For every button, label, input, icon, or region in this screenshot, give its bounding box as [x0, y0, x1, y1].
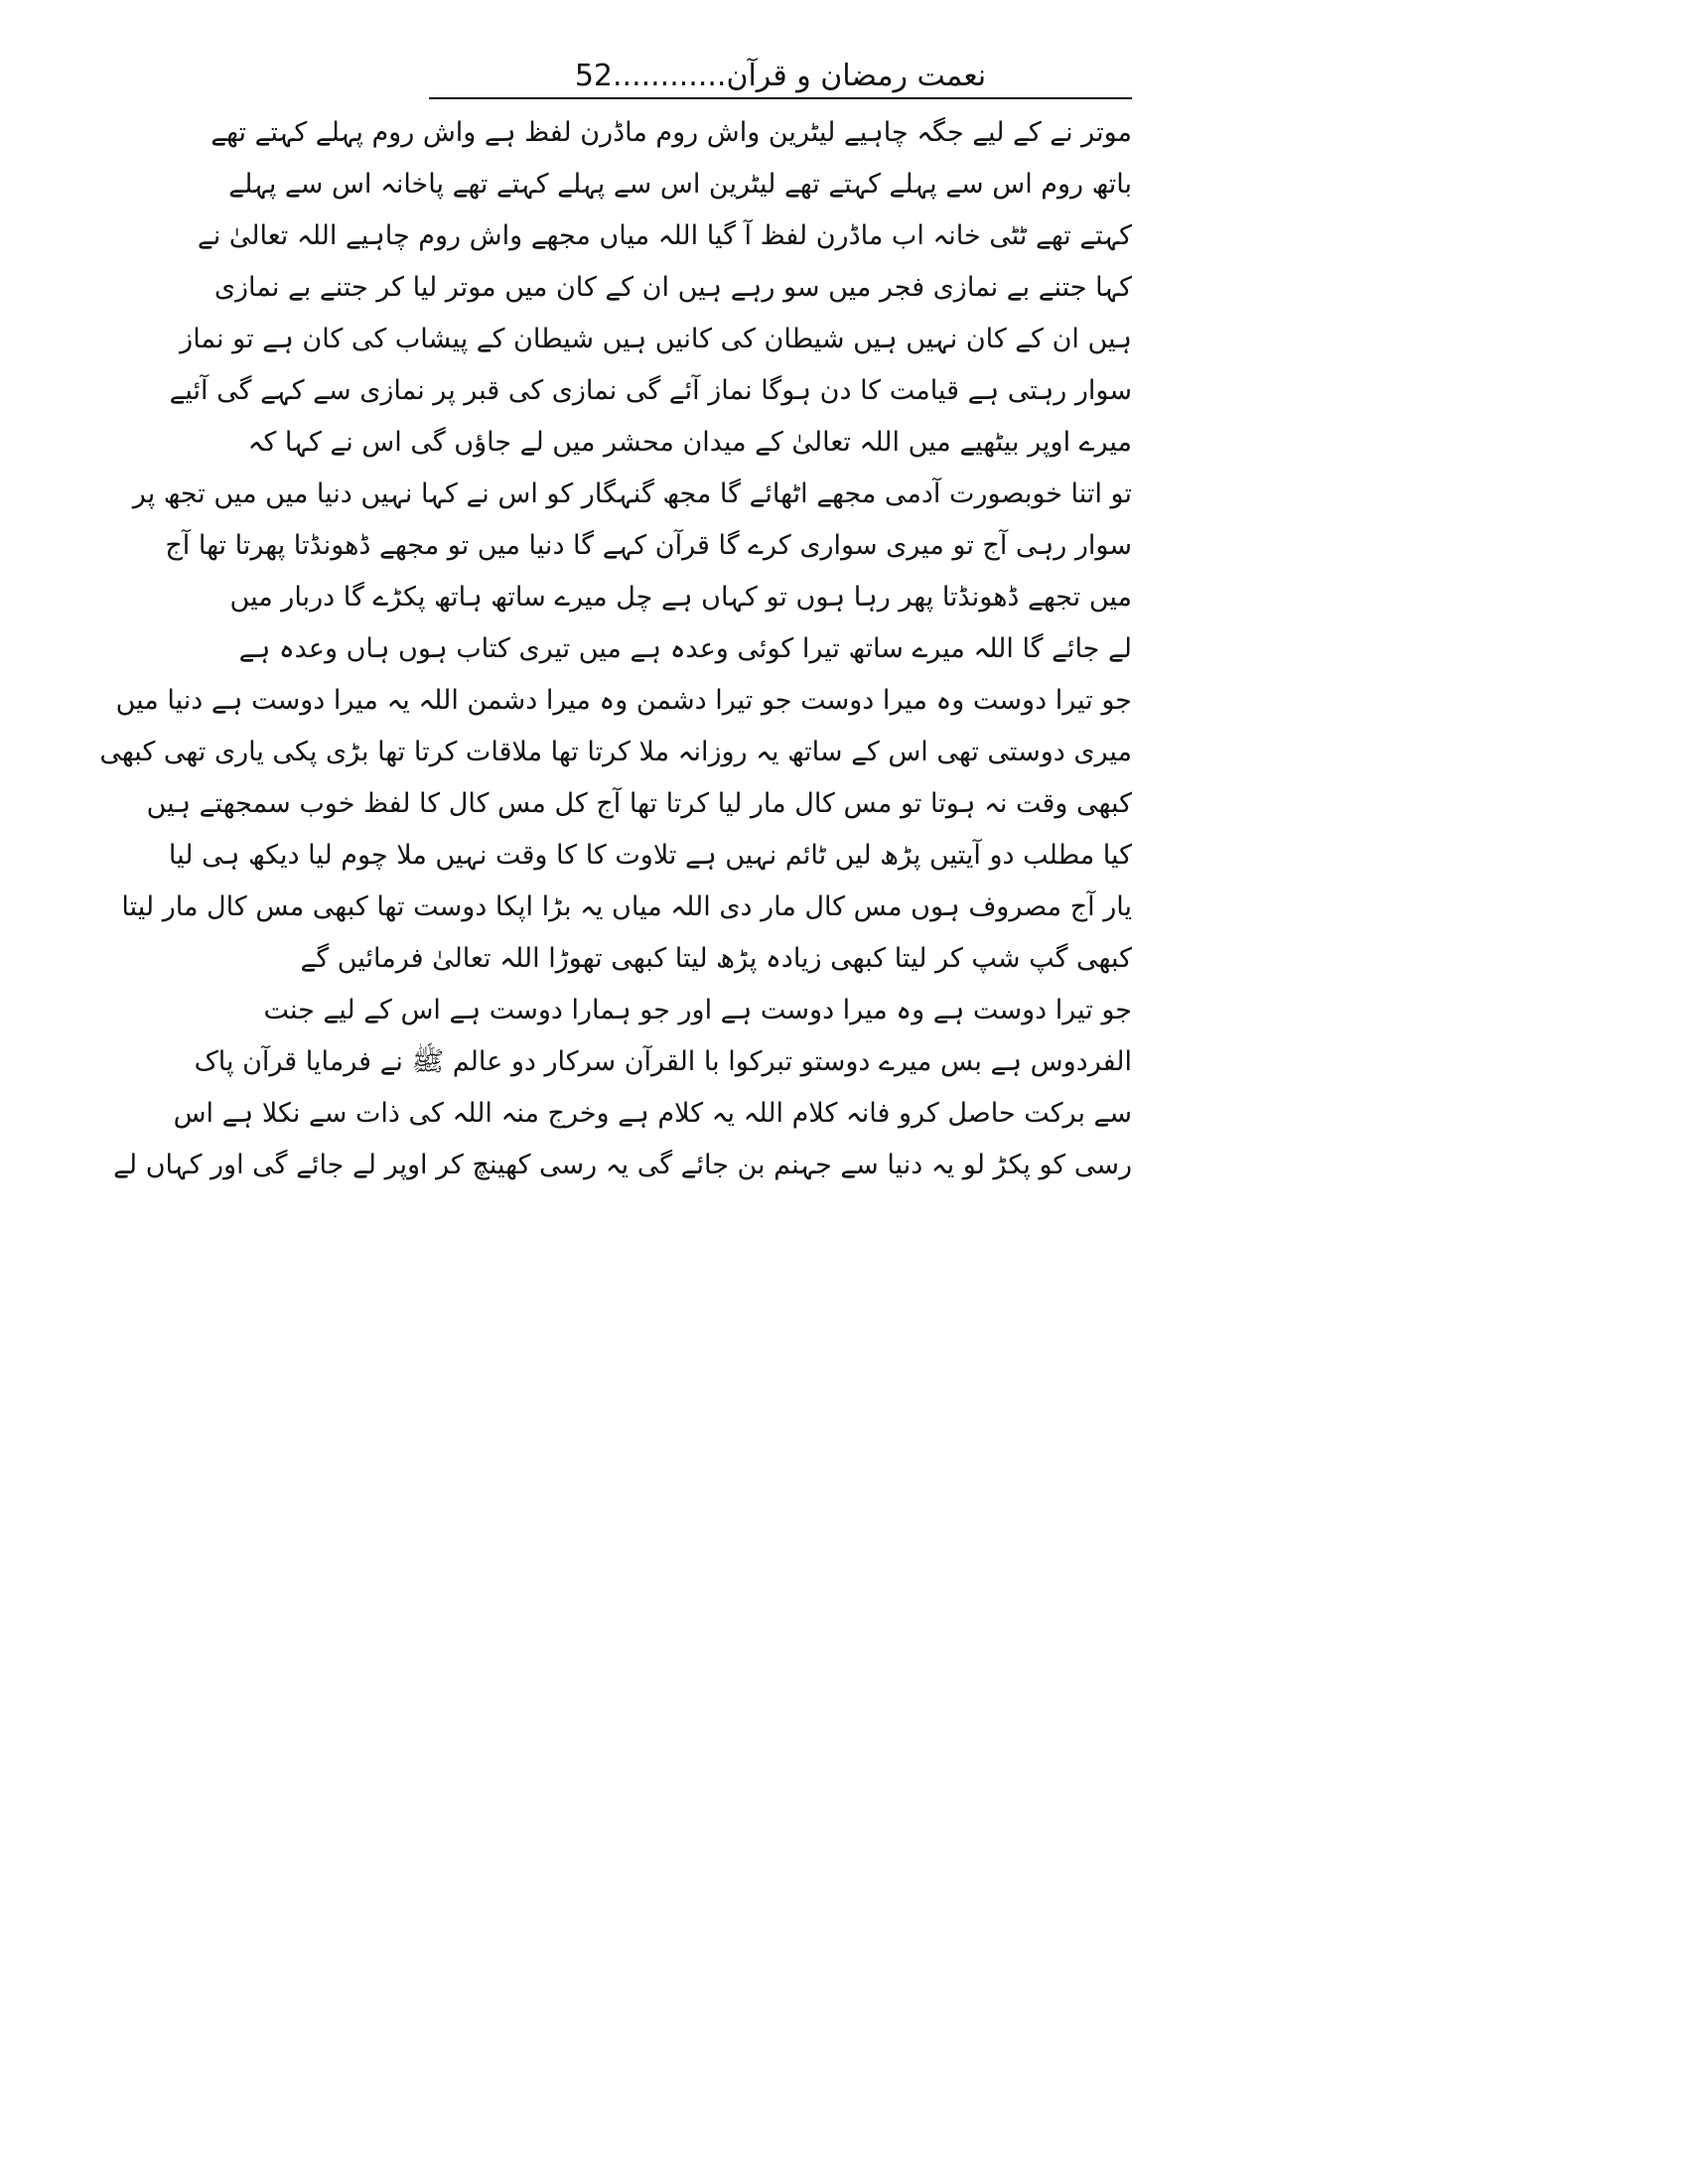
- text-line: کہا جتنے بے نمازی فجر میں سو رہے ہیں ان کے کان میں موتر لیا کر جتنے بے نمازی: [213, 272, 1132, 303]
- page-number: 52: [574, 59, 613, 93]
- text-line: کبھی گپ شپ کر لیتا کبھی زیادہ پڑھ لیتا کبھی تھوڑا اللہ تعالیٰ فرمائیں گے: [300, 943, 1132, 974]
- text-line: جو تیرا دوست ہے وہ میرا دوست ہے اور جو ہمارا دوست ہے اس کے لیے جنت: [263, 995, 1132, 1025]
- text-line: سے برکت حاصل کرو فانہ کلام اللہ یہ کلام ہے وخرج منہ اللہ کی ذات سے نکلا ہے اس: [173, 1098, 1132, 1129]
- text-line: الفردوس ہے بس میرے دوستو تبرکوا با القرآن سرکار دو عالم ﷺ نے فرمایا قرآن پاک: [194, 1046, 1132, 1077]
- text-line: موتر نے کے لیے جگہ چاہیے لیٹرین واش روم ماڈرن لفظ ہے واش روم پہلے کہتے تھے: [211, 117, 1132, 148]
- header-rule: [429, 97, 1132, 99]
- text-line: تو اتنا خوبصورت آدمی مجھے اٹھائے گا مجھ گنہگار کو اس نے کہا نہیں دنیا میں میں تجھ پر: [132, 478, 1132, 509]
- text-line: سوار رہی آج تو میری سواری کرے گا قرآن کہے گا دنیا میں تو مجھے ڈھونڈتا پھرتا تھا آج: [165, 530, 1132, 561]
- text-line: میرے اوپر بیٹھیے میں اللہ تعالیٰ کے میدان محشر میں لے جاؤں گی اس نے کہا کہ: [247, 427, 1132, 458]
- text-line: کیا مطلب دو آیتیں پڑھ لیں ٹائم نہیں ہے تلاوت کا کا وقت نہیں ملا چوم لیا دیکھ ہی لیا: [168, 840, 1132, 871]
- text-line: میں تجھے ڈھونڈتا پھر رہا ہوں تو کہاں ہے چل میرے ساتھ ہاتھ پکڑے گا دربار میں: [229, 582, 1132, 613]
- text-line: جو تیرا دوست وہ میرا دوست جو تیرا دشمن وہ میرا دشمن اللہ یہ میرا دوست ہے دنیا میں: [115, 685, 1132, 716]
- text-line: لے جائے گا اللہ میرے ساتھ تیرا کوئی وعدہ ہے میں تیری کتاب ہوں ہاں وعدہ ہے: [238, 633, 1132, 664]
- text-line: میری دوستی تھی اس کے ساتھ یہ روزانہ ملا کرتا تھا ملاقات کرتا تھا بڑی پکی یاری تھی کبھی: [99, 737, 1132, 767]
- body-text: [99, 107, 1132, 1191]
- text-line: یار آج مصروف ہوں مس کال مار دی اللہ میاں یہ بڑا اپکا دوست تھا کبھی مس کال مار لیتا: [121, 891, 1132, 922]
- text-line: ہیں ان کے کان نہیں ہیں شیطان کی کانیں ہیں شیطان کے پیشاب کی کان ہے تو نماز: [180, 324, 1132, 354]
- header-title: نعمت رمضان و قرآن: [726, 59, 987, 93]
- text-line: سوار رہتی ہے قیامت کا دن ہوگا نماز آئے گی نمازی کی قبر پر نمازی سے کہے گی آئیے: [169, 375, 1132, 406]
- running-header: [429, 52, 1132, 101]
- header-dots: ............: [613, 59, 727, 93]
- text-line: کہتے تھے ٹٹی خانہ اب ماڈرن لفظ آ گیا اللہ میاں مجھے واش روم چاہیے اللہ تعالیٰ نے: [197, 220, 1132, 251]
- text-line: کبھی وقت نہ ہوتا تو مس کال مار لیا کرتا تھا آج کل مس کال کا لفظ خوب سمجھتے ہیں: [146, 788, 1132, 819]
- text-line: رسی کو پکڑ لو یہ دنیا سے جہنم بن جائے گی یہ رسی کھینچ کر اوپر لے جائے گی اور کہاں لے: [113, 1150, 1132, 1180]
- text-line: باتھ روم اس سے پہلے کہتے تھے لیٹرین اس سے پہلے کہتے تھے پاخانہ اس سے پہلے: [228, 169, 1132, 200]
